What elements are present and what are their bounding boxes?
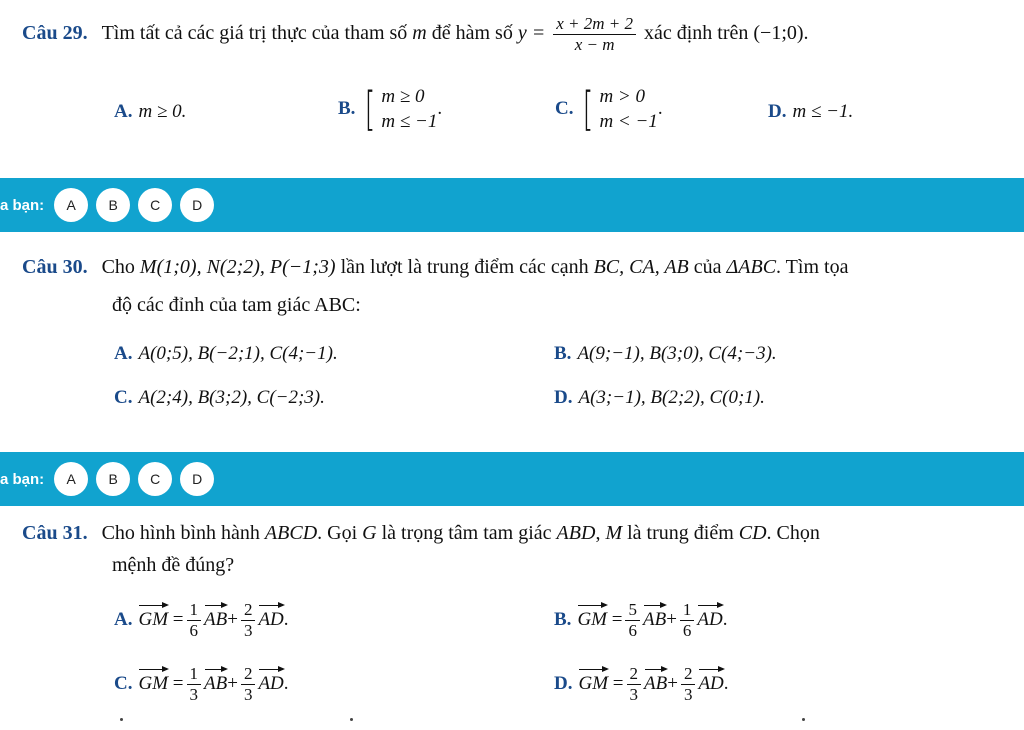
q31-option-b-label: B. — [554, 608, 572, 630]
q29-option-c-row1: m > 0 — [599, 86, 645, 107]
q29-option-a-expr: m ≥ 0. — [138, 101, 187, 122]
q31-b-frac2 — [680, 600, 695, 641]
q31-c-n2: 2 — [241, 664, 256, 685]
q29-option-a[interactable] — [114, 100, 186, 124]
q31-d-vec-ab: AB — [644, 666, 667, 696]
q31-d-dot: . — [723, 672, 729, 694]
answer-bar-1-prompt: a bạn: — [0, 196, 45, 214]
q31-b-dot: . — [722, 608, 728, 630]
q29-numerator: x + 2m + 2 — [553, 14, 636, 35]
q31-b-n2: 1 — [680, 600, 695, 621]
q31-a-vec-ab: AB — [204, 602, 227, 632]
q29-option-c-tail: . — [657, 98, 663, 119]
q29-y-eq: y = — [517, 22, 546, 45]
q29-text-b: để hàm số — [431, 22, 513, 45]
q31-a-frac1 — [187, 600, 202, 641]
q29-option-c-row2: m < −1 — [599, 111, 658, 132]
q31-text-c: là trọng tâm tam giác — [381, 522, 552, 544]
q31-a-frac2 — [241, 600, 256, 641]
q31-number: Câu 31. — [22, 522, 88, 544]
q30-text-b: lần lượt là trung điểm các cạnh — [340, 256, 589, 278]
answer-2-choice-c[interactable]: C — [138, 462, 172, 496]
q29-option-d[interactable] — [768, 100, 853, 124]
q29-option-c[interactable] — [555, 84, 663, 134]
q30-number: Câu 30. — [22, 256, 88, 278]
q30-option-d[interactable] — [554, 386, 765, 410]
q30-text-c: của — [693, 256, 722, 278]
q31-m: M — [605, 522, 623, 544]
q31-option-c[interactable] — [114, 664, 289, 705]
q31-d-n1: 2 — [627, 664, 642, 685]
q29-option-b-row2: m ≤ −1 — [381, 111, 438, 132]
q31-cd: CD — [738, 522, 767, 544]
q31-c-d2: 3 — [243, 685, 253, 704]
q30-option-a-label: A. — [114, 343, 133, 364]
q31-option-a[interactable] — [114, 600, 289, 641]
q31-c-frac1 — [187, 664, 202, 705]
q31-b-plus: + — [666, 608, 677, 630]
answer-1-choice-d[interactable]: D — [180, 188, 214, 222]
q30-option-b[interactable] — [554, 342, 777, 366]
q30-stem-line2: độ các đỉnh của tam giác ABC: — [112, 294, 361, 316]
q29-number: Câu 29. — [22, 22, 88, 45]
q30-option-d-expr: A(3;−1), B(2;2), C(0;1). — [578, 387, 765, 408]
q29-option-b-system — [361, 84, 442, 134]
q31-b-vec-ab: AB — [643, 602, 666, 632]
q30-option-c-expr: A(2;4), B(3;2), C(−2;3). — [138, 387, 325, 408]
q30-option-c-label: C. — [114, 387, 133, 408]
q31-c-vec-ab: AB — [204, 666, 227, 696]
q29-option-c-bracket: [ — [583, 82, 594, 136]
q30-sides: BC, CA, AB — [593, 256, 689, 278]
q29-option-c-label: C. — [555, 98, 574, 119]
q31-a-eq: = — [172, 608, 184, 630]
q31-option-d-label: D. — [554, 672, 573, 694]
q31-option-a-label: A. — [114, 608, 133, 630]
q31-d-frac2 — [681, 664, 696, 705]
q31-g: G — [362, 522, 377, 544]
q30-text-a: Cho — [101, 256, 135, 278]
q29-fraction — [553, 14, 636, 55]
q31-a-d1: 6 — [189, 621, 199, 640]
answer-bar-2-prompt: a bạn: — [0, 470, 45, 488]
q31-c-dot: . — [283, 672, 289, 694]
q30-triangle: ΔABC — [726, 256, 777, 278]
q30-option-b-expr: A(9;−1), B(3;0), C(4;−3). — [577, 343, 777, 364]
answer-2-choice-d[interactable]: D — [180, 462, 214, 496]
q29-option-b-tail: . — [437, 98, 443, 119]
q29-text-a: Tìm tất cả các giá trị thực của tham số — [101, 22, 408, 45]
q31-text-a: Cho hình bình hành — [101, 522, 260, 544]
q29-option-b-row1: m ≥ 0 — [381, 86, 425, 107]
q31-b-vec-gm: GM — [577, 602, 607, 632]
q30-option-b-label: B. — [554, 343, 572, 364]
q31-c-plus: + — [227, 672, 238, 694]
q31-a-vec-gm: GM — [138, 602, 168, 632]
q29-option-b[interactable] — [338, 84, 442, 134]
scan-dot-1 — [120, 718, 123, 721]
q31-b-eq: = — [611, 608, 623, 630]
q31-a-n1: 1 — [187, 600, 202, 621]
q31-c-frac2 — [241, 664, 256, 705]
answer-bar-2 — [0, 452, 1024, 506]
q30-option-a[interactable] — [114, 342, 338, 366]
q31-b-n1: 5 — [625, 600, 640, 621]
q31-d-eq: = — [612, 672, 624, 694]
q31-option-c-label: C. — [114, 672, 133, 694]
q31-b-d1: 6 — [628, 621, 637, 640]
q31-b-vec-ad: AD — [697, 602, 722, 632]
q31-b-frac1 — [625, 600, 640, 641]
q29-interval: (−1;0). — [753, 22, 809, 45]
answer-1-choice-c[interactable]: C — [138, 188, 172, 222]
scan-dot-3 — [802, 718, 805, 721]
answer-1-choice-a[interactable]: A — [54, 188, 88, 222]
q29-stem — [22, 14, 809, 55]
q29-option-c-system — [579, 84, 662, 134]
q31-text-f: . Chọn — [766, 522, 820, 544]
q31-text-e: là trung điểm — [627, 522, 734, 544]
q31-c-vec-gm: GM — [138, 666, 168, 696]
q31-c-vec-ad: AD — [258, 666, 283, 696]
q30-text-d: . Tìm tọa — [776, 256, 849, 278]
q31-option-b[interactable] — [554, 600, 727, 641]
q29-denominator: x − m — [574, 35, 615, 54]
answer-1-choice-b[interactable]: B — [96, 188, 130, 222]
q31-d-d2: 3 — [683, 685, 693, 704]
q30-points: M(1;0), N(2;2), P(−1;3) — [139, 256, 336, 278]
q31-d-plus: + — [667, 672, 678, 694]
q31-c-d1: 3 — [189, 685, 199, 704]
q31-text-d: , — [595, 522, 601, 544]
q31-d-d1: 3 — [629, 685, 639, 704]
q29-option-d-label: D. — [768, 101, 787, 122]
answer-2-choice-b[interactable]: B — [96, 462, 130, 496]
q31-d-n2: 2 — [681, 664, 696, 685]
q29-text-c: xác định trên — [643, 22, 749, 45]
q31-c-eq: = — [172, 672, 184, 694]
q31-stem-line2: mệnh đề đúng? — [112, 554, 235, 576]
q31-option-d[interactable] — [554, 664, 729, 705]
q31-d-vec-gm: GM — [578, 666, 608, 696]
q30-option-d-label: D. — [554, 387, 573, 408]
q31-stem-line1 — [22, 520, 820, 546]
q29-option-a-label: A. — [114, 101, 133, 122]
q31-text-b: . Gọi — [317, 522, 358, 544]
q29-option-d-expr: m ≤ −1. — [792, 101, 854, 122]
q29-param: m — [412, 22, 427, 45]
answer-bar-1 — [0, 178, 1024, 232]
q31-c-n1: 1 — [187, 664, 202, 685]
q31-a-plus: + — [227, 608, 238, 630]
q31-abcd: ABCD — [264, 522, 318, 544]
q31-b-d2: 6 — [682, 621, 692, 640]
q31-abd: ABD — [556, 522, 596, 544]
answer-2-choice-a[interactable]: A — [54, 462, 88, 496]
q31-d-frac1 — [627, 664, 642, 705]
q29-option-b-bracket: [ — [365, 82, 376, 136]
scan-dot-2 — [350, 718, 353, 721]
q31-a-vec-ad: AD — [258, 602, 283, 632]
q30-option-a-expr: A(0;5), B(−2;1), C(4;−1). — [138, 343, 338, 364]
q30-option-c[interactable] — [114, 386, 325, 410]
q29-option-b-label: B. — [338, 98, 356, 119]
q31-d-vec-ad: AD — [698, 666, 723, 696]
q31-a-dot: . — [283, 608, 289, 630]
q31-a-n2: 2 — [241, 600, 256, 621]
q30-stem-line1 — [22, 254, 848, 280]
q31-a-d2: 3 — [243, 621, 253, 640]
